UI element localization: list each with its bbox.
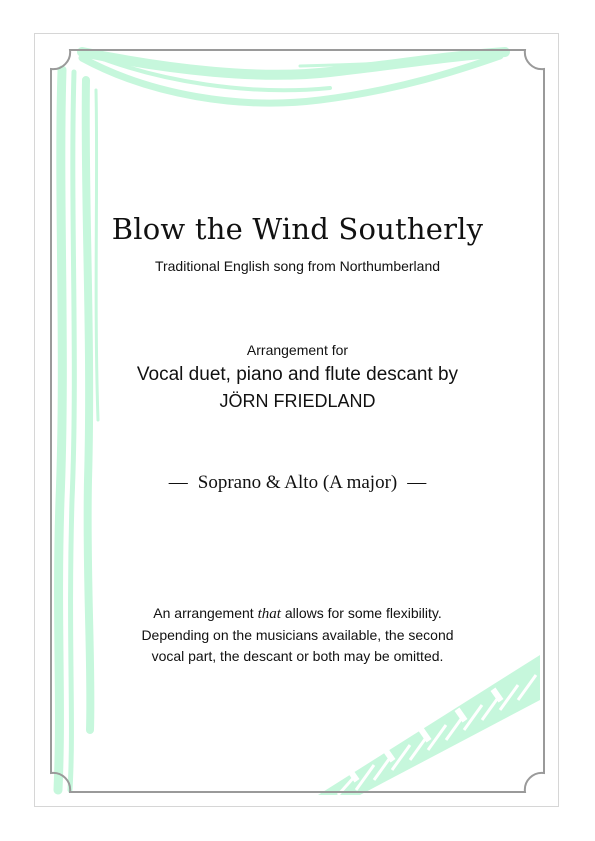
arrangement-instrumentation: Vocal duet, piano and flute descant by: [136, 364, 459, 385]
song-subtitle: Traditional English song from Northumberland: [154, 258, 441, 274]
voicing-line: [0, 472, 595, 494]
notes-line-1: [0, 603, 595, 625]
ornamental-frame: [51, 50, 544, 792]
notes-line-2: Depending on the musicians available, the second: [141, 627, 454, 643]
notes-line-1-end: allows for some flexibility.: [284, 605, 442, 621]
notes-line-3: vocal part, the descant or both may be omitted.: [151, 648, 444, 664]
song-title: Blow the Wind Southerly: [111, 212, 484, 246]
voicing-text: Soprano & Alto (A major): [197, 472, 398, 493]
notes-line-1-italic: that: [257, 606, 281, 622]
arrangement-intro: Arrangement for: [246, 342, 349, 358]
piano-keys-decoration: [318, 655, 540, 795]
performance-notes: [0, 603, 595, 667]
curtain-decoration: [58, 70, 98, 790]
voicing-dash-right: —: [407, 472, 427, 493]
notes-line-1-start: An arrangement: [153, 605, 254, 621]
drape-decoration: [82, 52, 505, 103]
voicing-dash-left: —: [168, 472, 188, 493]
arranger-name: JÖRN FRIEDLAND: [219, 391, 376, 411]
